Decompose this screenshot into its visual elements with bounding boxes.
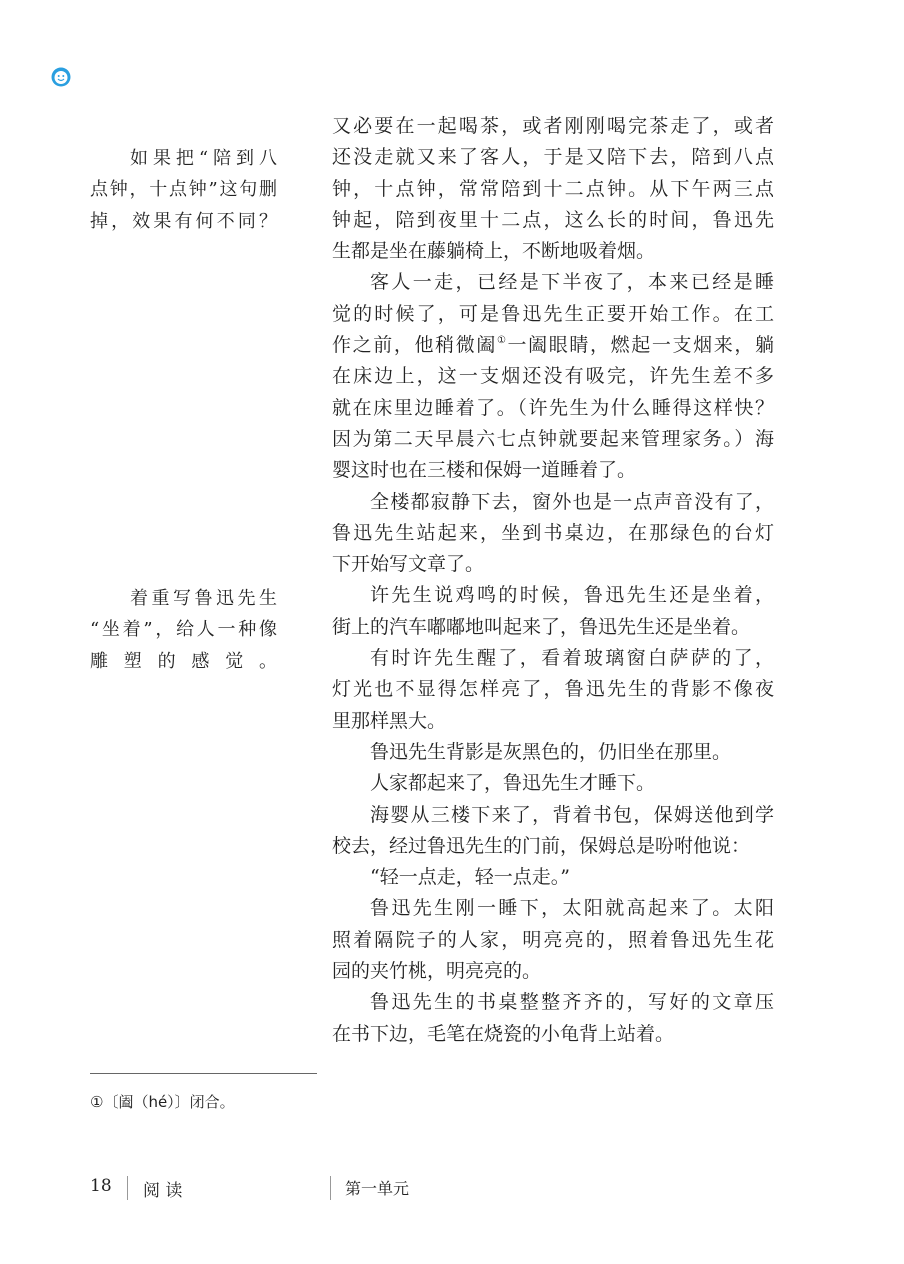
text-segment: 一阖眼睛，燃起一支烟来，躺: [507, 334, 774, 357]
text-line: 许先生说鸡鸣的时候，鲁迅先生还是坐着，: [370, 584, 774, 607]
text-line: 钟起，陪到夜里十二点，这么长的时间，鲁迅先: [332, 208, 774, 231]
paragraph: [332, 800, 774, 863]
page-number: 18: [90, 1176, 112, 1196]
paragraph: [332, 267, 774, 486]
footnote-marker[interactable]: ①: [496, 335, 508, 347]
text-line: 鲁迅先生的书桌整整齐齐的，写好的文章压: [370, 991, 774, 1014]
sidenote-line: 如果把“陪到八: [130, 148, 278, 169]
smiley-face-icon: [51, 67, 71, 87]
text-line: 还没走就又来了客人，于是又陪下去，陪到八点: [332, 146, 774, 169]
text-line: 客人一走，已经是下半夜了，本来已经是睡: [370, 271, 774, 294]
footnote: ①〔阖（hé）〕闭合。: [90, 1093, 235, 1111]
text-line: 婴这时也在三楼和保姆一道睡着了。: [332, 459, 637, 482]
footer-divider: [330, 1176, 331, 1200]
paragraph: [332, 737, 774, 768]
unit-label: 第一单元: [345, 1179, 410, 1198]
sidenote-line: 雕塑的感觉。: [90, 650, 278, 672]
footnote-divider: [90, 1073, 317, 1074]
text-line: 全楼都寂静下去，窗外也是一点声音没有了，: [370, 490, 774, 513]
text-line: “轻一点走，轻一点走。”: [370, 866, 570, 889]
text-line: 生都是坐在藤躺椅上，不断地吸着烟。: [332, 240, 656, 263]
text-line: 就在床里边睡着了。（许先生为什么睡得这样快？: [332, 396, 774, 419]
text-line: 在书下边，毛笔在烧瓷的小龟背上站着。: [332, 1022, 675, 1045]
sidenote-line: 掉，效果有何不同？: [90, 210, 278, 232]
footer-divider: [127, 1176, 128, 1200]
text-line: 在床边上，这一支烟还没有吸完，许先生差不多: [332, 365, 774, 388]
sidenote-line: 着重写鲁迅先生: [130, 588, 278, 609]
paragraph: [332, 580, 774, 643]
text-line: 里那样黑大。: [332, 709, 447, 732]
paragraph: [332, 893, 774, 987]
sidenote-comment: [90, 583, 278, 677]
sidenote-question: [90, 143, 278, 237]
text-line: 园的夹竹桃，明亮亮的。: [332, 960, 542, 983]
text-line: 鲁迅先生站起来，坐到书桌边，在那绿色的台灯: [332, 521, 774, 544]
text-line: 有时许先生醒了，看着玻璃窗白萨萨的了，: [370, 647, 774, 670]
text-line: 因为第二天早晨六七点钟就要起来管理家务。）海: [332, 427, 774, 450]
paragraph: [332, 768, 774, 799]
body-text: [332, 111, 774, 1050]
sidenote-line: 点钟，十点钟”这句删: [90, 179, 278, 201]
paragraph: [332, 487, 774, 581]
text-line: 下开始写文章了。: [332, 553, 485, 576]
text-line: [332, 330, 774, 361]
paragraph: [332, 862, 774, 893]
text-line: 街上的汽车嘟嘟地叫起来了，鲁迅先生还是坐着。: [332, 615, 751, 638]
text-line: 灯光也不显得怎样亮了，鲁迅先生的背影不像夜: [332, 678, 774, 701]
text-line: 人家都起来了，鲁迅先生才睡下。: [370, 772, 656, 795]
text-line: 又必要在一起喝茶，或者刚刚喝完茶走了，或者: [332, 115, 774, 137]
section-label: 阅 读: [143, 1181, 183, 1201]
paragraph: [332, 643, 774, 737]
sidenote-line: “坐着”，给人一种像: [90, 619, 278, 641]
text-line: 觉的时候了，可是鲁迅先生正要开始工作。在工: [332, 302, 774, 325]
text-segment: 作之前，他稍微阖: [332, 334, 497, 357]
text-line: 鲁迅先生背影是灰黑色的，仍旧坐在那里。: [370, 740, 732, 763]
text-line: 海婴从三楼下来了，背着书包，保姆送他到学: [370, 803, 774, 826]
text-line: 钟，十点钟，常常陪到十二点钟。从下午两三点: [332, 177, 774, 200]
text-line: 鲁迅先生刚一睡下，太阳就高起来了。太阳: [370, 897, 774, 920]
paragraph: [332, 987, 774, 1050]
paragraph: [332, 111, 774, 267]
text-line: 照着隔院子的人家，明亮亮的，照着鲁迅先生花: [332, 928, 774, 951]
text-line: 校去，经过鲁迅先生的门前，保姆总是吩咐他说：: [332, 834, 751, 857]
